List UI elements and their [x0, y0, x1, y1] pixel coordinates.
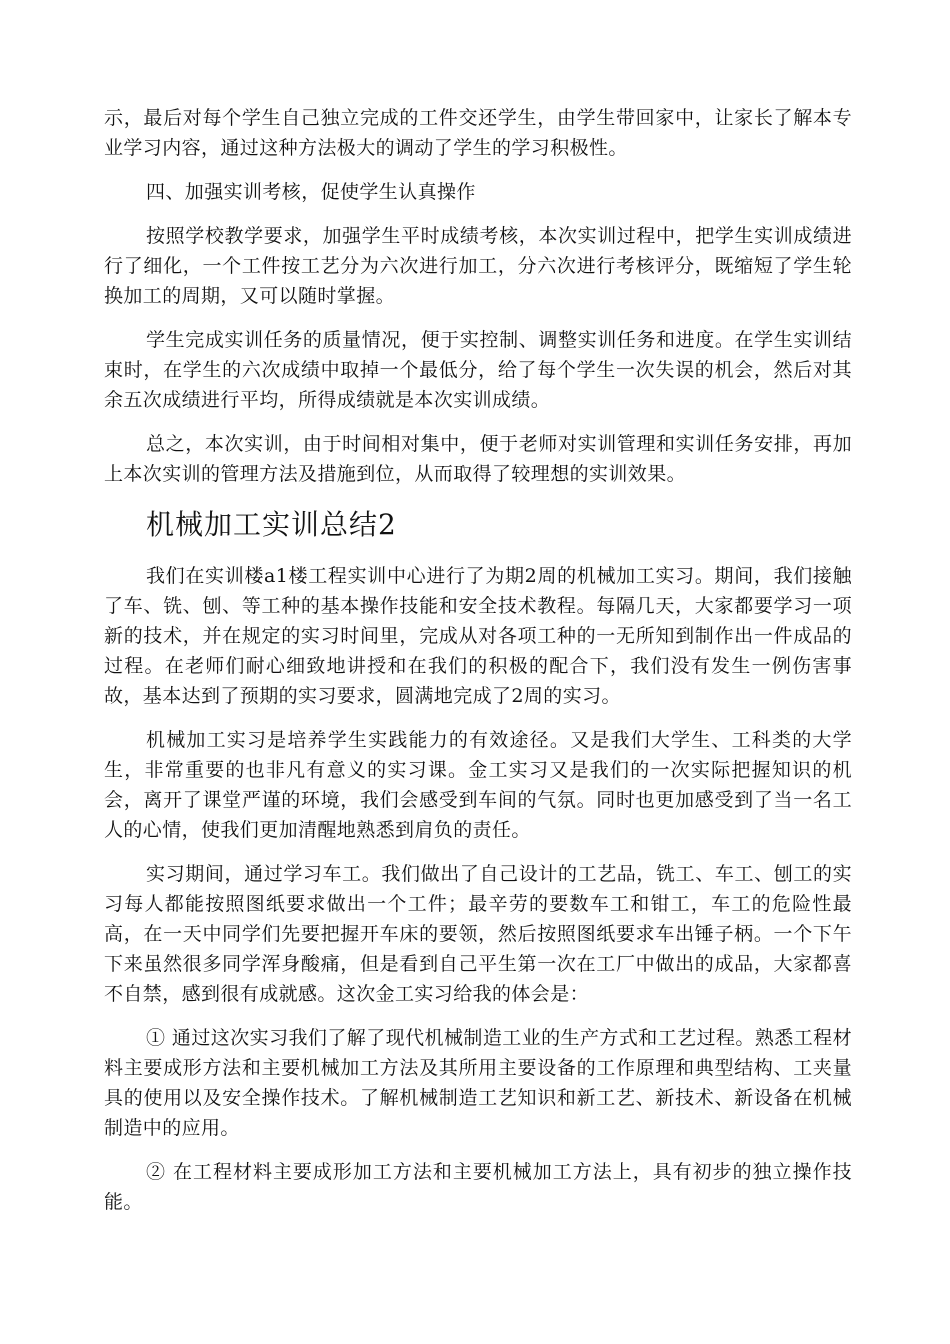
paragraph-quality: 学生完成实训任务的质量情况，便于实控制、调整实训任务和进度。在学生实训结束时，在学生的六次成绩中取掉一个最低分，给了每个学生一次失误的机会，然后对其余五次成绩进行平均，所得成绩就是本次实训成绩。 [104, 329, 852, 411]
paragraph-takeaway-1: ① 通过这次实习我们了解了现代机械制造工业的生产方式和工艺过程。熟悉工程材料主要成形方法和主要机械加工方法及其所用主要设备的工作原理和典型结构、工夹量具的使用以及安全操作技术。了解机械制造工艺知识和新工艺、新技术、新设备在机械制造中的应用。 [104, 1027, 852, 1139]
document-page [104, 103, 852, 1231]
section-heading-assessment: 四、加强实训考核，促使学生认真操作 [146, 181, 476, 203]
paragraph-internship-overview: 我们在实训楼a1楼工程实训中心进行了为期2周的机械加工实习。期间，我们接触了车、铣、刨、等工种的基本操作技能和安全技术教程。每隔几天，大家都要学习一项新的技术，并在规定的实习时间里，完成从对各项工种的一无所知到制作出一件成品的过程。在老师们耐心细致地讲授和在我们的积极的配合下，我们没有发生一例伤害事故，基本达到了预期的实习要求，圆满地完成了2周的实习。 [104, 565, 852, 707]
paragraph-takeaway-2: ② 在工程材料主要成形加工方法和主要机械加工方法上，具有初步的独立操作技能。 [104, 1161, 852, 1213]
document-title-summary-2: 机械加工实训总结2 [146, 508, 397, 541]
paragraph-conclusion: 总之，本次实训，由于时间相对集中，便于老师对实训管理和实训任务安排，再加上本次实训的管理方法及措施到位，从而取得了较理想的实训效果。 [104, 433, 852, 485]
paragraph-intro-continuation: 示，最后对每个学生自己独立完成的工件交还学生，由学生带回家中，让家长了解本专业学习内容，通过这种方法极大的调动了学生的学习积极性。 [104, 107, 852, 159]
paragraph-internship-experience: 实习期间，通过学习车工。我们做出了自己设计的工艺品，铣工、车工、刨工的实习每人都能按照图纸要求做出一个工件；最辛劳的要数车工和钳工，车工的危险性最高，在一天中同学们先要把握开车床的要领，然后按照图纸要求车出锤子柄。一个下午下来虽然很多同学浑身酸痛，但是看到自己平生第一次在工厂中做出的成品，大家都喜不自禁，感到很有成就感。这次金工实习给我的体会是： [104, 863, 852, 1005]
paragraph-assessment: 按照学校教学要求，加强学生平时成绩考核，本次实训过程中，把学生实训成绩进行了细化，一个工件按工艺分为六次进行加工，分六次进行考核评分，既缩短了学生轮换加工的周期，又可以随时掌握。 [104, 225, 852, 307]
paragraph-internship-value: 机械加工实习是培养学生实践能力的有效途径。又是我们大学生、工科类的大学生，非常重要的也非凡有意义的实习课。金工实习又是我们的一次实际把握知识的机会，离开了课堂严谨的环境，我们会感受到车间的气氛。同时也更加感受到了当一名工人的心情，使我们更加清醒地熟悉到肩负的责任。 [104, 729, 852, 841]
